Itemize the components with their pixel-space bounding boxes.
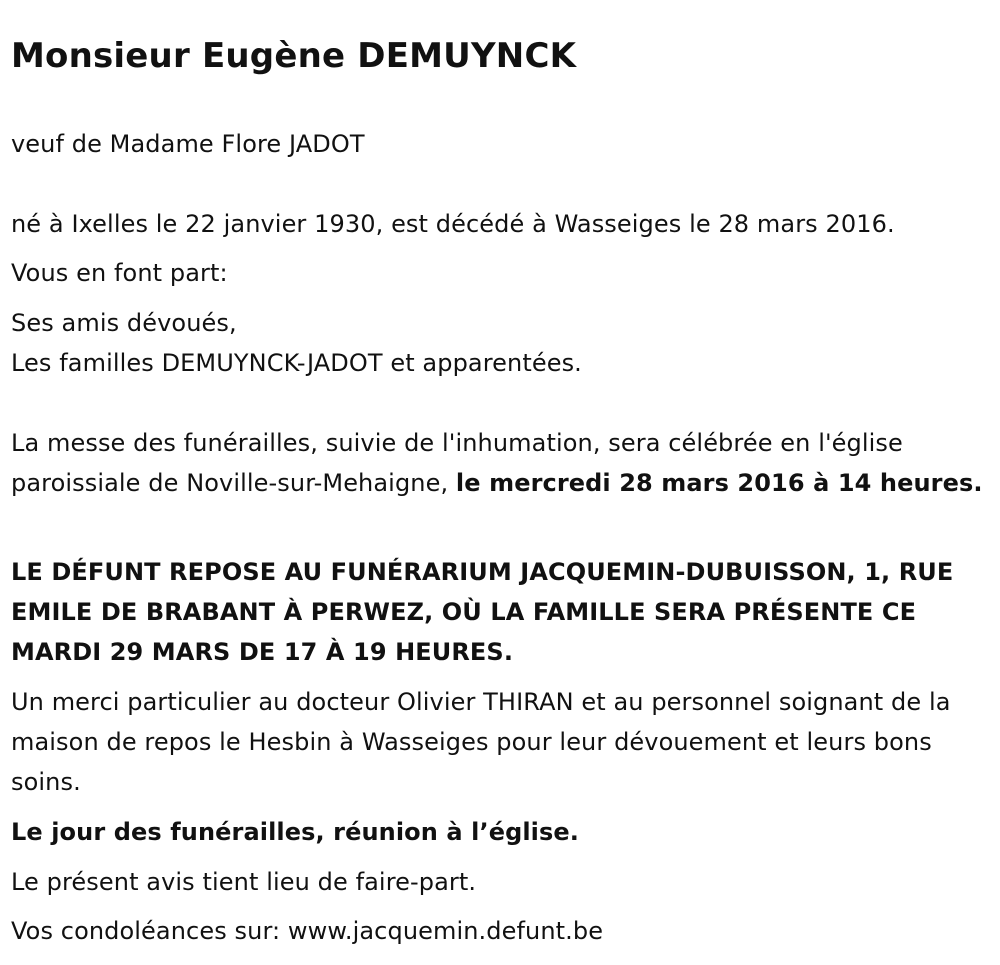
announcement-line: Vous en font part: <box>11 259 228 287</box>
notice-note-line: Le présent avis tient lieu de faire-part. <box>11 868 477 896</box>
condolences-line: Vos condoléances sur: www.jacquemin.defunt.be <box>11 917 604 945</box>
funeral-notice <box>11 34 991 945</box>
spouse-line: veuf de Madame Flore JADOT <box>11 130 365 158</box>
thanks-paragraph: Un merci particulier au docteur Olivier THIRAN et au personnel soignant de la maison de repos le Hesbin à Wasseiges pour leur dévouement et leurs bons soins. <box>11 688 951 796</box>
family-line-friends: Ses amis dévoués, <box>11 309 237 337</box>
mass-text: La messe des funérailles, suivie de l'inhumation, sera célébrée en l'église paroissiale de Noville-sur-Mehaigne, <box>11 429 903 497</box>
family-line-families: Les familles DEMUYNCK-JADOT et apparentées. <box>11 349 582 377</box>
notice-title: Monsieur Eugène DEMUYNCK <box>11 36 577 76</box>
family-block <box>11 303 582 383</box>
mass-date: le mercredi 28 mars 2016 à 14 heures. <box>455 469 983 497</box>
rest-location-paragraph: LE DÉFUNT REPOSE AU FUNÉRARIUM JACQUEMIN-DUBUISSON, 1, RUE EMILE DE BRABANT À PERWEZ, OÙ LA FAMILLE SERA PRÉSENTE CE MARDI 29 MARS DE 17 À 19 HEURES. <box>11 558 954 666</box>
meeting-line: Le jour des funérailles, réunion à l’église. <box>11 818 579 846</box>
mass-paragraph <box>11 423 991 503</box>
birth-death-line: né à Ixelles le 22 janvier 1930, est décédé à Wasseiges le 28 mars 2016. <box>11 210 895 238</box>
